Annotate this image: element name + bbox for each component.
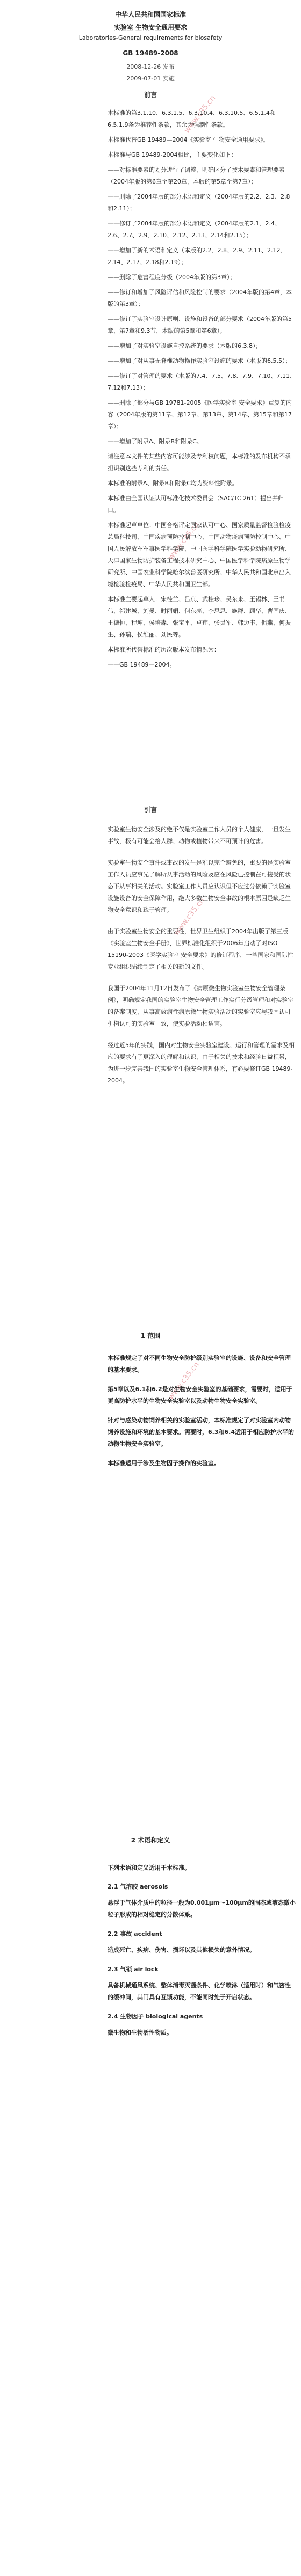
terms-intro: 下列术语和定义适用于本标准。 (108, 1864, 190, 1871)
standard-title-cn: 实验室 生物安全通用要求 (113, 24, 188, 31)
foreword-paragraph: ——对标准要素的划分进行了调整，明确区分了技术要素和管理要素（2004年版的第6章至第20章，本版的第5章至第7章）； (108, 166, 285, 185)
watermark: www.c35.cn (171, 896, 207, 938)
scope-paragraph: 第5章以及6.1和6.2是对生物安全实验室的基础要求，需要时，适用于更高防护水平的生物安全实验室以及动物生物安全实验室。 (108, 1386, 292, 1404)
foreword-paragraph: 本标准的第3.1.10、6.3.1.5、6.3.10.4、6.3.10.5、6.5.1.4和6.5.1.9条为推荐性条款，其余为强制性条款。 (108, 109, 276, 128)
intro-paragraph: 由于实验室生物安全的重要性，世界卫生组织于2004年出版了第三版《实验室生物安全手册》，世界标准化组织于2006年启动了对ISO 15190-2003《医学实验室 安全要求》的修订程序，一些国家和国际性专业组织陆续制定了相关的新的文件。 (108, 928, 293, 970)
term-heading: 2.1 气溶胶 aerosols (108, 1883, 168, 1890)
scope-paragraph: 针对与感染动物饲养相关的实验室活动，本标准规定了对实验室内动物饲养设施和环境的基本要求。需要时，6.3和6.4适用于相应防护水平的动物生物安全实验室。 (108, 1417, 294, 1447)
foreword-paragraph: 本标准代替GB 19489—2004《实验室 生物安全通用要求》。 (108, 136, 269, 143)
term-definition: 具备机械通风系统、整体消毒灭菌条件、化学喷淋（适用时）和气密性的缓冲间，其门具有互锁功能，不能同时处于开启状态。 (108, 1982, 291, 2001)
standard-code: GB 19489-2008 (123, 49, 178, 57)
intro-paragraph: 我国于2004年11月12日发布了《病原微生物实验室生物安全管理条例》，明确规定我国的实验室生物安全管理工作实行分级管理和对实验室的备案制度，从事高致病性病原微生物实验活动的实验室应与我国认可机构认可的实验室一致，使实验活动相适宜。 (108, 985, 294, 1027)
foreword-paragraph: ——删除了部分与GB 19781-2005《医学实验室 安全要求》重复的内容（2004年版的第11章、第12章、第13章、第14章、第15章和第17章）； (108, 399, 292, 430)
intro-paragraph: 实验室生物安全事件或事故的发生是难以完全避免的，重要的是实验室工作人员应事先了解所从事活动的风险及应在风险已控制在可接受的状态下从事相关的活动。实验室工作人员应认识但不应过分依赖于实验室设施设备的安全保障作用，绝大多数生物安全事故的根本原因是缺乏生物安全意识和疏于管理。 (108, 859, 291, 913)
term-heading: 2.4 生物因子 biological agents (108, 2013, 203, 2020)
implement-date: 2009-07-01 实施 (126, 75, 175, 82)
foreword-paragraph: ——修订和增加了风险评估和风险控制的要求（2004年版的第4章，本版的第3章）； (108, 289, 292, 308)
publish-date: 2008-12-26 发布 (126, 63, 175, 70)
term-definition: 悬浮于气体介质中的粒径一般为0.001μm～100μm的固态或液态微小粒子形成的相对稳定的分散体系。 (108, 1899, 296, 1918)
foreword-paragraph: ——增加了新的术语和定义（本版的2.2、2.8、2.9、2.11、2.12、2.14、2.17、2.18和2.19）； (108, 247, 286, 266)
term-heading: 2.2 事故 accident (108, 1930, 162, 1937)
foreword-title: 前言 (144, 91, 157, 99)
foreword-paragraph: ——增加了对实验室设施自控系统的要求（本版的6.3.8）； (108, 342, 262, 349)
foreword-paragraph: 本标准由全国认证认可标准化技术委员会（SAC/TC 261）提出并归口。 (108, 495, 284, 514)
foreword-paragraph: ——增加了附录A、附录B和附录C。 (108, 438, 203, 445)
foreword-paragraph: 本标准所代替标准的历次版本发布情况为： (108, 646, 220, 653)
watermark: www.c35.cn (182, 93, 218, 135)
foreword-paragraph: ——GB 19489—2004。 (108, 661, 176, 668)
intro-paragraph: 经过近5年的实践，国内对生物安全实验室建设、运行和管理的需求及相应的要求有了更深入的理解和认识，由于相关的技术和经验日益积累，为进一步完善我国的实验室生物安全管理体系，有必要修订GB 19489-2004。 (108, 1042, 295, 1084)
foreword-paragraph: 本标准的附录A、附录B和附录C均为资料性附录。 (108, 480, 238, 487)
foreword-paragraph: ——修订了对管理的要求（本版的7.4、7.5、7.8、7.9、7.10、7.11、7.12和7.13）； (108, 372, 296, 391)
foreword-paragraph: ——删除了危害程度分级（2004年版的第3章）； (108, 274, 236, 281)
foreword-paragraph: ——删除了2004年版的部分术语和定义（2004年版的2.2、2.3、2.8和2.11）； (108, 193, 290, 212)
foreword-paragraph: ——修订了2004年版的部分术语和定义（2004年版的2.1、2.4、2.6、2.7、2.9、2.10、2.12、2.13、2.14和2.15）； (108, 220, 281, 239)
scope-paragraph: 本标准规定了对不同生物安全防护级别实验室的设施、设备和安全管理的基本要求。 (108, 1355, 291, 1373)
standard-title-en: Laboratories-General requirements for biosafety (78, 34, 223, 41)
term-definition: 造成死亡、疾病、伤害、损坏以及其他损失的意外情况。 (108, 1946, 255, 1953)
foreword-paragraph: 本标准与GB 19489-2004相比，主要变化如下： (108, 151, 237, 158)
foreword-paragraph: ——增加了对从事无脊椎动物操作实验室设施的要求（本版的6.5.5）； (108, 357, 291, 364)
term-heading: 2.3 气锁 air lock (108, 1966, 159, 1973)
watermark: www.c35.cn (166, 1360, 202, 1402)
watermark: www.c35.cn (166, 520, 202, 562)
foreword-paragraph: 本标准主要起草人：宋桂兰、吕京、武桂珍、吴东来、王锡林、王书伟、祁建城、刘曼、时丽娟、何东亮、李思思、施群、顾华、曹国庆、王德恒、程坤、侯培森、张宝平、卓莲、张灵军、韩迈丰、俱燕、何振生、孙瑞、侯维丽、刘民等。 (108, 596, 291, 638)
scope-paragraph: 本标准适用于涉及生物因子操作的实验室。 (108, 1460, 220, 1467)
foreword-paragraph: ——修订了实验室设计原则、设施和设备的部分要求（2004年版的第5章、第7章和9.3节，本版的第5章和第6章）； (108, 316, 292, 334)
foreword-paragraph: 本标准起草单位：中国合格评定国家认可中心、国家质量监督检验检疫总局科技司、中国疾病预防控制中心、中国动物疫病预防控制中心、中国人民解放军军事医学科学院、中国医学科学院医学实验动物研究所、天津国家生物防护装备工程技术研究中心、中国医学科学院病原生物学研究所、中国农业科学院哈尔滨兽医研究所、中华人民共和国北京出入境检验检疫局、中华人民共和国卫生部。 (108, 522, 291, 588)
foreword-paragraph: 请注意本文件的某些内容可能涉及专利权问题，本标准的发布机构不承担识别这些专利的责任。 (108, 453, 291, 472)
intro-title: 引言 (144, 806, 157, 814)
scope-title: 1 范围 (140, 1332, 161, 1340)
terms-title: 2 术语和定义 (131, 1836, 170, 1844)
intro-paragraph: 实验室生物安全涉及的绝不仅是实验室工作人员的个人健康，一旦发生事故，极有可能会给人群、动物或植物带来不可预计的危害。 (108, 826, 291, 845)
standard-org: 中华人民共和国国家标准 (114, 11, 186, 18)
term-definition: 微生物和生物活性物质。 (108, 2029, 173, 2036)
